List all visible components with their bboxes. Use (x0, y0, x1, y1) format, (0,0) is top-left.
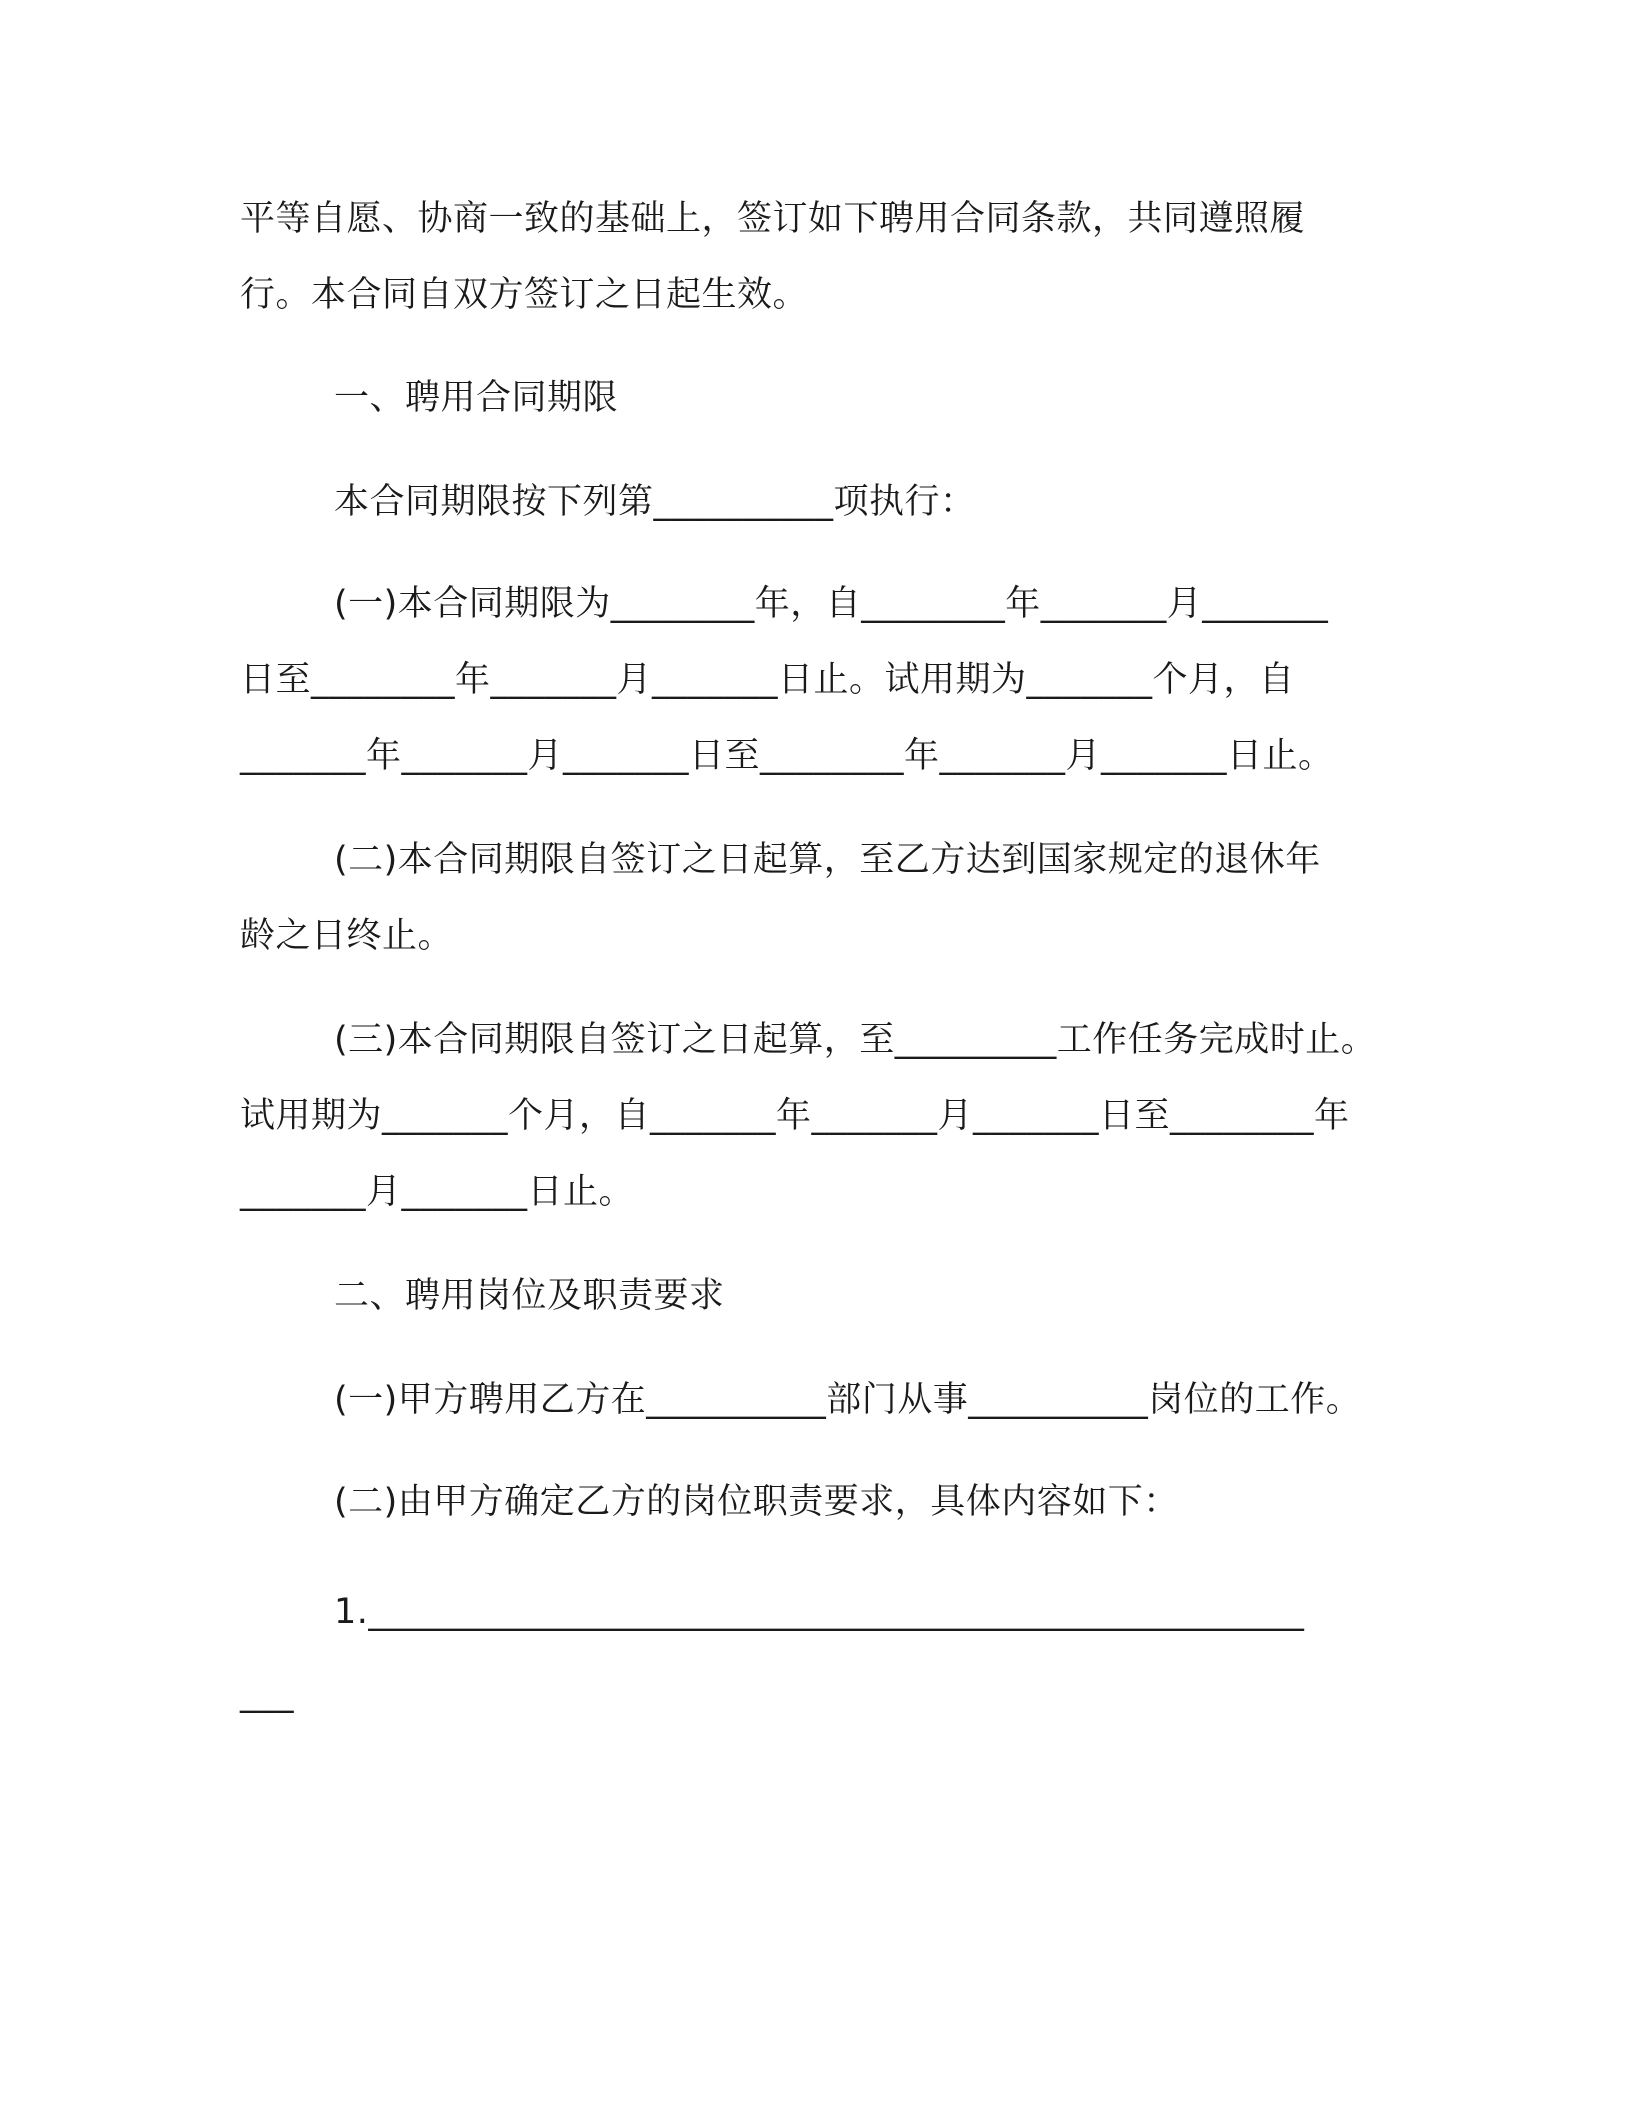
text-line: 试用期为_______个月，自_______年_______月_______日至________年 (240, 1096, 1350, 1136)
text-line: 日至________年_______月_______日止。试用期为_______个月，自 (240, 660, 1295, 700)
text-line: ___ (240, 1674, 294, 1714)
section-heading: 二、聘用岗位及职责要求 (334, 1276, 725, 1316)
text-line: (一)本合同期限为________年，自________年_______月_______ (334, 584, 1329, 624)
text-line: (三)本合同期限自签订之日起算，至_________工作任务完成时止。 (334, 1020, 1377, 1060)
text-line: 龄之日终止。 (240, 916, 454, 956)
text-line: (一)甲方聘用乙方在__________部门从事__________岗位的工作。 (334, 1380, 1362, 1420)
text-line: 本合同期限按下列第__________项执行： (334, 482, 976, 522)
text-line: 行。本合同自双方签订之日起生效。 (240, 275, 809, 315)
section-heading: 一、聘用合同期限 (334, 378, 619, 418)
text-line: (二)本合同期限自签订之日起算，至乙方达到国家规定的退休年 (334, 840, 1321, 880)
text-line: _______年_______月_______日至________年_______月_______日止。 (240, 736, 1334, 776)
text-line: (二)由甲方确定乙方的岗位职责要求，具体内容如下： (334, 1482, 1179, 1522)
text-line: 平等自愿、协商一致的基础上，签订如下聘用合同条款，共同遵照履 (240, 199, 1306, 239)
text-line: _______月_______日止。 (240, 1172, 635, 1212)
text-line: 1.____________________________________________________ (334, 1592, 1305, 1632)
